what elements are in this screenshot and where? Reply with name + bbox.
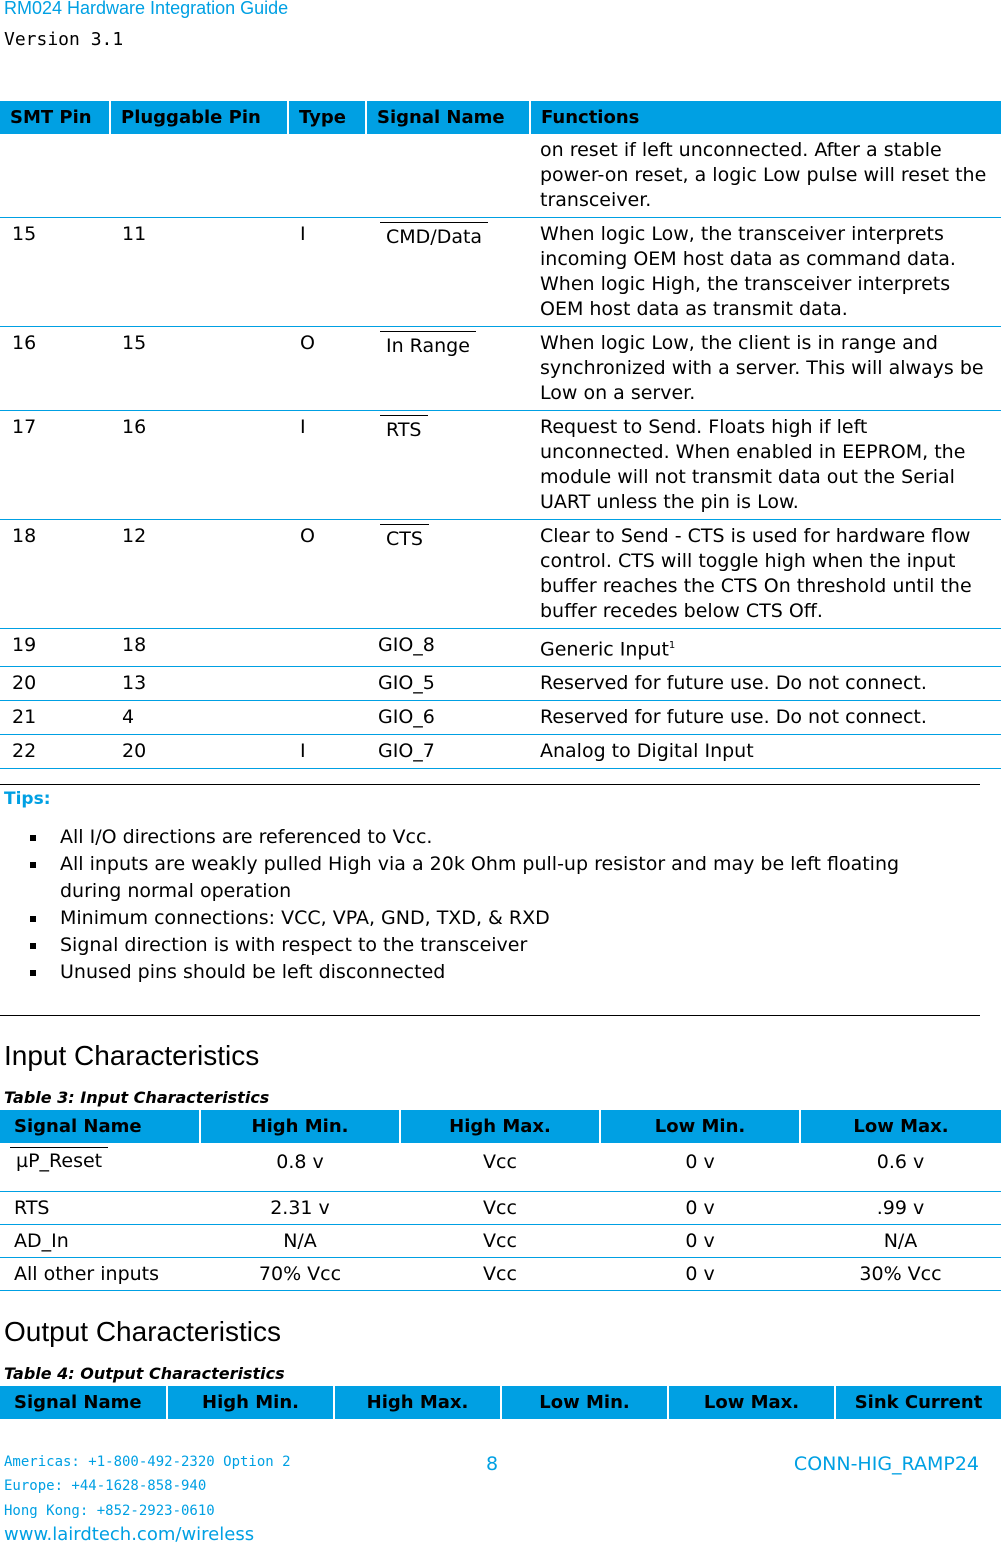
type-cell: [288, 629, 366, 667]
output-characteristics-table: [0, 1386, 1001, 1419]
table-cell: Vcc: [400, 1143, 600, 1191]
footnote-marker: 1: [668, 640, 676, 651]
pluggable-pin-cell: 16: [110, 411, 288, 520]
smt-pin-cell: 18: [0, 520, 110, 629]
footer-website-link[interactable]: www.lairdtech.com/wireless: [4, 1524, 255, 1545]
functions-cell: Clear to Send - CTS is used for hardware flow control. CTS will toggle high when the input buffer reaches the CTS On threshold until the buffer recedes below CTS Off.: [530, 520, 1001, 629]
col-header-high-min: High Min.: [167, 1386, 334, 1419]
table-cell: 0 v: [600, 1143, 800, 1191]
smt-pin-cell: 17: [0, 411, 110, 520]
list-item: Signal direction is with respect to the transceiver: [30, 932, 960, 959]
document-code: CONN-HIG_RAMP24: [793, 1453, 979, 1475]
pluggable-pin-cell: 20: [110, 735, 288, 769]
type-cell: I: [288, 218, 366, 327]
overlined-signal-name: CMD/Data: [380, 222, 488, 250]
col-header-low-max: Low Max.: [668, 1386, 835, 1419]
signal-name-cell: [0, 1143, 200, 1191]
col-header-high-min: High Min.: [200, 1110, 400, 1143]
col-header-low-min: Low Min.: [600, 1110, 800, 1143]
col-header-signal-name: Signal Name: [366, 101, 530, 134]
footer-phone-hongkong: Hong Kong: +852-2923-0610: [4, 1503, 215, 1519]
table-row: [0, 1143, 1001, 1191]
smt-pin-cell: 15: [0, 218, 110, 327]
col-header-signal-name: Signal Name: [0, 1110, 200, 1143]
table-row: [0, 411, 1001, 520]
tips-label: Tips:: [4, 789, 51, 809]
document-title: RM024 Hardware Integration Guide: [4, 0, 289, 18]
functions-cell: Reserved for future use. Do not connect.: [530, 667, 1001, 701]
col-header-sink-current: Sink Current: [835, 1386, 1001, 1419]
table-cell: 0.6 v: [800, 1143, 1001, 1191]
pluggable-pin-cell: 15: [110, 327, 288, 411]
table-row: [0, 701, 1001, 735]
signal-name-cell: [366, 327, 530, 411]
footer-phone-europe: Europe: +44-1628-858-940: [4, 1478, 207, 1494]
table-row: [0, 735, 1001, 769]
col-header-functions: Functions: [530, 101, 1001, 134]
overlined-signal-name: CTS: [380, 524, 429, 552]
table-row: [0, 1191, 1001, 1224]
pin-table-header: [0, 101, 1001, 134]
input-table-caption: Table 3: Input Characteristics: [4, 1088, 270, 1107]
functions-cell: Reserved for future use. Do not connect.: [530, 701, 1001, 735]
smt-pin-cell: 16: [0, 327, 110, 411]
tips-bottom-divider: [0, 1015, 980, 1016]
type-cell: O: [288, 520, 366, 629]
table-row: [0, 218, 1001, 327]
table-row: [0, 667, 1001, 701]
table-cell: 70% Vcc: [200, 1257, 400, 1290]
overlined-signal-name: RTS: [380, 415, 428, 443]
output-characteristics-heading: Output Characteristics: [4, 1316, 281, 1347]
table-row: [0, 629, 1001, 667]
list-item: All inputs are weakly pulled High via a 20k Ohm pull-up resistor and may be left floating during normal operation: [30, 851, 960, 905]
tips-list: [30, 824, 960, 986]
pluggable-pin-cell: 18: [110, 629, 288, 667]
pluggable-pin-cell: 13: [110, 667, 288, 701]
overlined-signal-name: In Range: [380, 331, 476, 359]
table-cell: 0 v: [600, 1257, 800, 1290]
pluggable-pin-cell: 4: [110, 701, 288, 735]
signal-name-cell: GIO_8: [366, 629, 530, 667]
col-header-signal-name: Signal Name: [0, 1386, 167, 1419]
type-cell: [288, 701, 366, 735]
list-item: Unused pins should be left disconnected: [30, 959, 960, 986]
pluggable-pin-cell: 11: [110, 218, 288, 327]
functions-cell: Analog to Digital Input: [530, 735, 1001, 769]
type-cell: [288, 667, 366, 701]
smt-pin-cell: 20: [0, 667, 110, 701]
smt-pin-cell: 19: [0, 629, 110, 667]
signal-name-cell: AD_In: [0, 1224, 200, 1257]
pluggable-pin-cell: 12: [110, 520, 288, 629]
output-table-header: [0, 1386, 1001, 1419]
signal-name-cell: [366, 411, 530, 520]
table-cell: Vcc: [400, 1257, 600, 1290]
table-cell: Vcc: [400, 1224, 600, 1257]
table-cell: 0 v: [600, 1191, 800, 1224]
document-version: Version 3.1: [4, 29, 124, 50]
signal-name-cell: All other inputs: [0, 1257, 200, 1290]
tips-top-divider: [0, 784, 980, 785]
table-cell: .99 v: [800, 1191, 1001, 1224]
smt-pin-cell: 21: [0, 701, 110, 735]
col-header-type: Type: [288, 101, 366, 134]
signal-name-cell: GIO_7: [366, 735, 530, 769]
functions-text: Generic Input: [540, 638, 669, 661]
table-row: [0, 1224, 1001, 1257]
functions-cell: When logic Low, the transceiver interprets incoming OEM host data as command data. When logic High, the transceiver interprets OEM host data as transmit data.: [530, 218, 1001, 327]
table-row: [0, 1257, 1001, 1290]
col-header-high-max: High Max.: [400, 1110, 600, 1143]
list-item: Minimum connections: VCC, VPA, GND, TXD, & RXD: [30, 905, 960, 932]
functions-cell: Request to Send. Floats high if left unconnected. When enabled in EEPROM, the module will not transmit data out the Serial UART unless the pin is Low.: [530, 411, 1001, 520]
col-header-pluggable-pin: Pluggable Pin: [110, 101, 288, 134]
col-header-smt-pin: SMT Pin: [0, 101, 110, 134]
overlined-signal-name: µP_Reset: [10, 1147, 108, 1172]
table-cell: 30% Vcc: [800, 1257, 1001, 1290]
smt-pin-cell: 22: [0, 735, 110, 769]
table-cell: 2.31 v: [200, 1191, 400, 1224]
table-row: [0, 134, 1001, 218]
col-header-low-max: Low Max.: [800, 1110, 1001, 1143]
col-header-high-max: High Max.: [334, 1386, 501, 1419]
table-cell: Vcc: [400, 1191, 600, 1224]
signal-name-cell: [366, 520, 530, 629]
continued-function-text: on reset if left unconnected. After a stable power-on reset, a logic Low pulse will reset the transceiver.: [530, 134, 1001, 218]
functions-cell: [530, 629, 1001, 667]
table-cell: N/A: [200, 1224, 400, 1257]
list-item: All I/O directions are referenced to Vcc.: [30, 824, 960, 851]
input-characteristics-table: [0, 1110, 1001, 1291]
pin-table: [0, 101, 1001, 769]
col-header-low-min: Low Min.: [501, 1386, 668, 1419]
table-cell: 0 v: [600, 1224, 800, 1257]
input-table-header: [0, 1110, 1001, 1143]
signal-name-cell: GIO_5: [366, 667, 530, 701]
table-row: [0, 520, 1001, 629]
table-row: [0, 327, 1001, 411]
type-cell: O: [288, 327, 366, 411]
signal-name-cell: [366, 218, 530, 327]
input-characteristics-heading: Input Characteristics: [4, 1040, 260, 1071]
signal-name-cell: GIO_6: [366, 701, 530, 735]
output-table-caption: Table 4: Output Characteristics: [4, 1364, 285, 1383]
signal-name-cell: RTS: [0, 1191, 200, 1224]
table-cell: 0.8 v: [200, 1143, 400, 1191]
type-cell: I: [288, 411, 366, 520]
table-cell: N/A: [800, 1224, 1001, 1257]
footer-phone-americas: Americas: +1-800-492-2320 Option 2: [4, 1454, 291, 1470]
type-cell: I: [288, 735, 366, 769]
page-number: 8: [486, 1453, 499, 1475]
functions-cell: When logic Low, the client is in range and synchronized with a server. This will always be Low on a server.: [530, 327, 1001, 411]
